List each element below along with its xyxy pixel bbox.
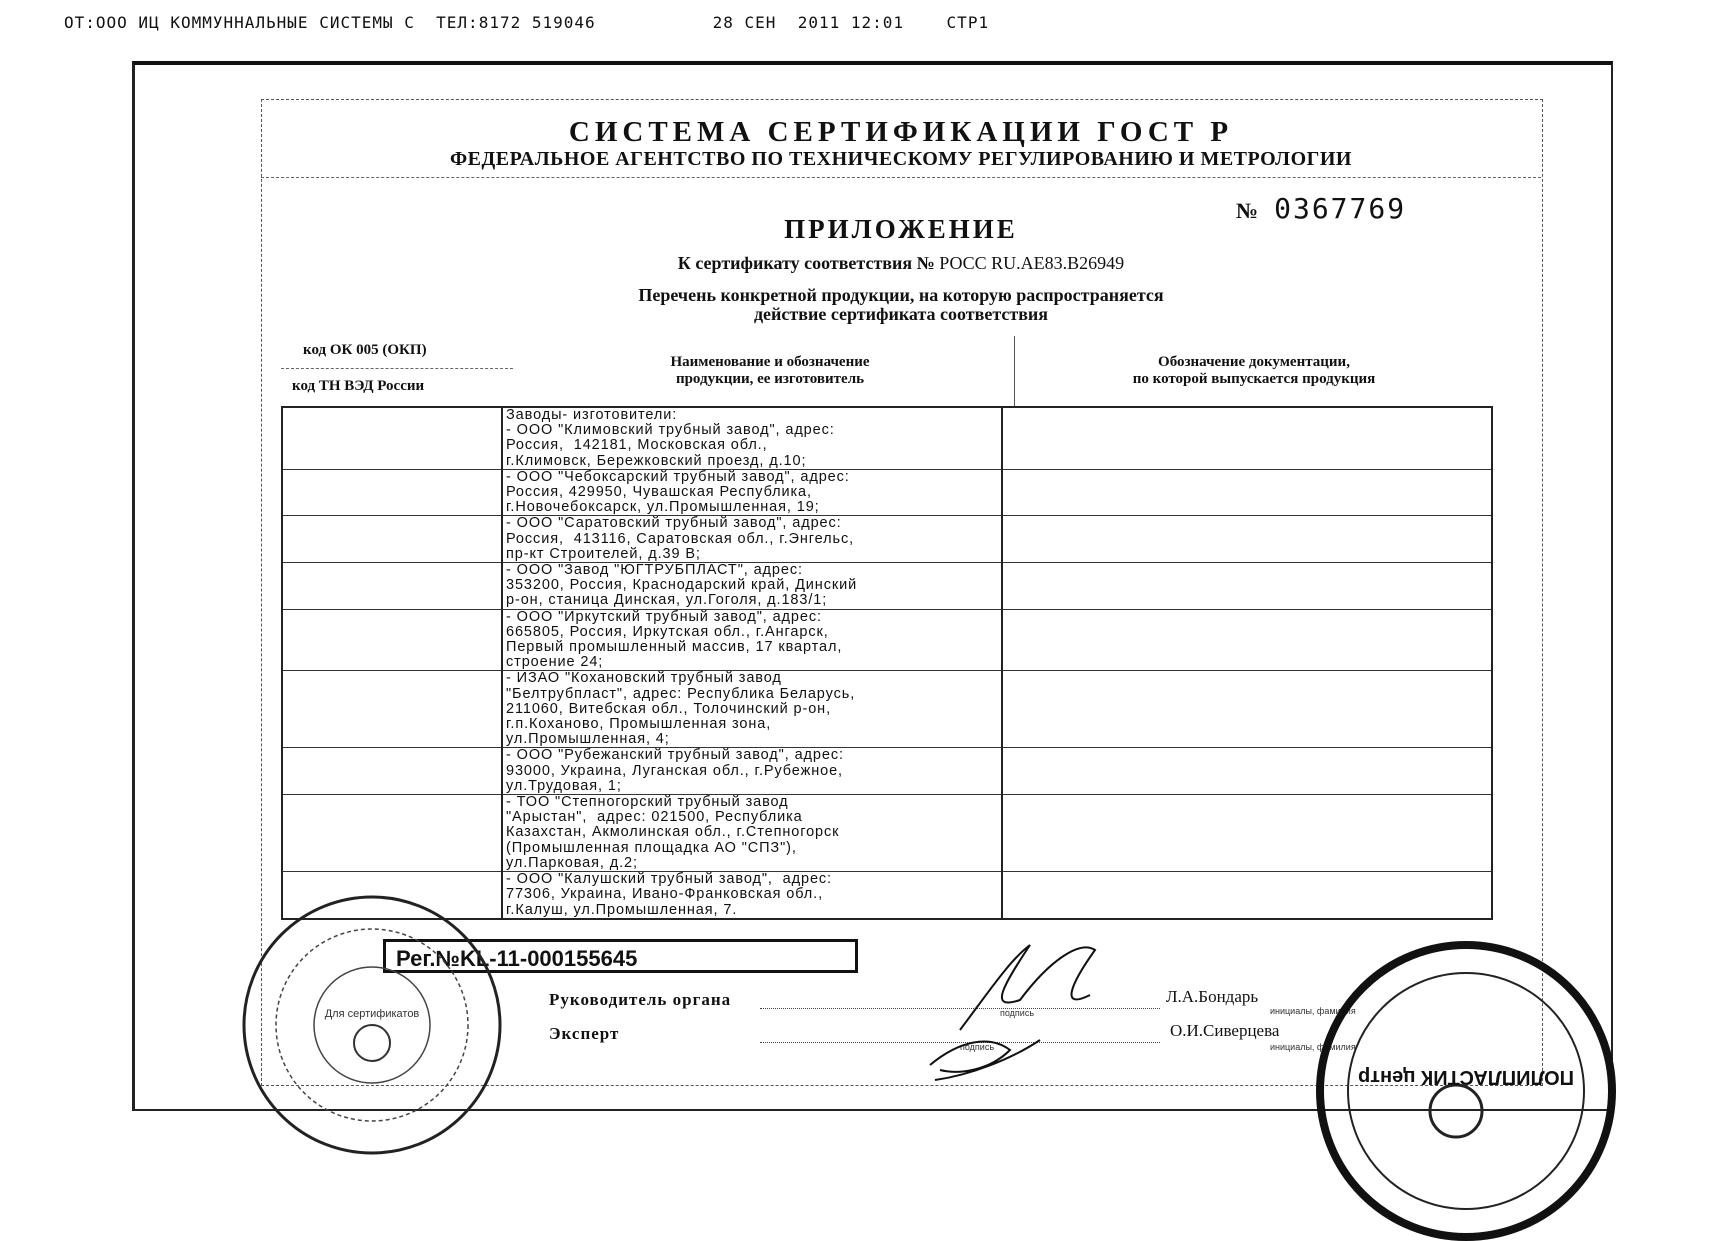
right-seal: [1316, 941, 1616, 1241]
left-seal-text: Для сертификатов: [324, 1008, 420, 1020]
product-cell: - ООО "Завод "ЮГТРУБПЛАСТ", адрес: 353200, Россия, Краснодарский край, Динский р-он, станица Динская, ул.Гоголя, д.183/1;: [502, 563, 1002, 610]
fax-date: 28 СЕН 2011 12:01: [712, 13, 905, 32]
registration-number: Рег.№KL-11-000155645: [383, 939, 858, 973]
product-cell: - ООО "Калушский трубный завод", адрес: 77306, Украина, Ивано-Франковская обл., г.Калуш, ул.Промышленная, 7.: [502, 872, 1002, 919]
signature-head: [960, 945, 1095, 1030]
product-cell: - ТОО "Степногорский трубный завод "Арыстан", адрес: 021500, Республика Казахстан, Акмолинская обл., г.Степногорск (Промышленная площадка АО "СПЗ"), ул.Парковая, д.2;: [502, 795, 1002, 872]
head-role-label: Руководитель органа: [549, 990, 732, 1009]
document-subtitle: ФЕДЕРАЛЬНОЕ АГЕНТСТВО ПО ТЕХНИЧЕСКОМУ РЕГУЛИРОВАНИЮ И МЕТРОЛОГИИ: [261, 148, 1541, 178]
certificate-number: РОСС RU.АЕ83.В26949: [939, 253, 1125, 273]
right-seal-text: ПОЛИПЛАСТИК центр: [1357, 1066, 1575, 1088]
header-code-okp: код ОК 005 (ОКП): [303, 342, 427, 358]
product-cell: - ИЗАО "Кохановский трубный завод "Белтрубпласт", адрес: Республика Беларусь, 211060, Витебская обл., Толочинский р-он, г.п.Коханово, Промышленная зона, ул.Промышленная, 4;: [502, 671, 1002, 748]
fax-sender: ОТ:ООО ИЦ КОММУННАЛЬНЫЕ СИСТЕМЫ С: [64, 13, 415, 32]
product-cell: - ООО "Иркутский трубный завод", адрес: 665805, Россия, Иркутская обл., г.Ангарск, Первый промышленный массив, 17 квартал, строение 24;: [502, 609, 1002, 671]
header-product-name: Наименование и обозначение продукции, ее изготовитель: [670, 354, 870, 387]
product-cell: Заводы- изготовители: - ООО "Климовский трубный завод", адрес: Россия, 142181, Московская обл., г.Климовск, Бережковский проезд, д.10;: [502, 407, 1002, 469]
name-caption: инициалы, фамилия: [1270, 1006, 1356, 1016]
appendix-heading: ПРИЛОЖЕНИЕ: [784, 214, 1018, 244]
signature-caption: подпись: [1000, 1008, 1035, 1018]
name-caption: инициалы, фамилия: [1270, 1042, 1356, 1052]
signature-caption: подпись: [960, 1042, 995, 1052]
header-code-tn: код ТН ВЭД России: [292, 378, 425, 394]
expert-name: О.И.Сиверцева: [1170, 1021, 1280, 1040]
header-documentation: Обозначение документации, по которой выпускается продукция: [1132, 354, 1376, 387]
certificate-reference: К сертификату соответствия № РОСС RU.АЕ83.В26949: [677, 253, 1125, 273]
product-cell: - ООО "Чебоксарский трубный завод", адрес: Россия, 429950, Чувашская Республика, г.Новочебоксарск, ул.Промышленная, 19;: [502, 469, 1002, 516]
fax-phone: ТЕЛ:8172 519046: [436, 13, 596, 32]
product-cell: - ООО "Саратовский трубный завод", адрес: Россия, 413116, Саратовская обл., г.Энгельс, пр-кт Строителей, д.39 В;: [502, 516, 1002, 563]
signature-expert: [930, 1040, 1040, 1080]
product-cell: - ООО "Рубежанский трубный завод", адрес: 93000, Украина, Луганская обл., г.Рубежное, ул.Трудовая, 1;: [502, 748, 1002, 795]
fax-page: СТР1: [946, 13, 990, 32]
list-description: Перечень конкретной продукции, на которую распространяется действие сертификата соответствия: [638, 285, 1164, 324]
form-number: № 0367769: [1236, 192, 1407, 225]
left-seal: [240, 893, 504, 1157]
head-name: Л.А.Бондарь: [1166, 987, 1259, 1006]
expert-role-label: Эксперт: [549, 1024, 620, 1043]
document-title: СИСТЕМА СЕРТИФИКАЦИИ ГОСТ Р: [568, 116, 1234, 148]
